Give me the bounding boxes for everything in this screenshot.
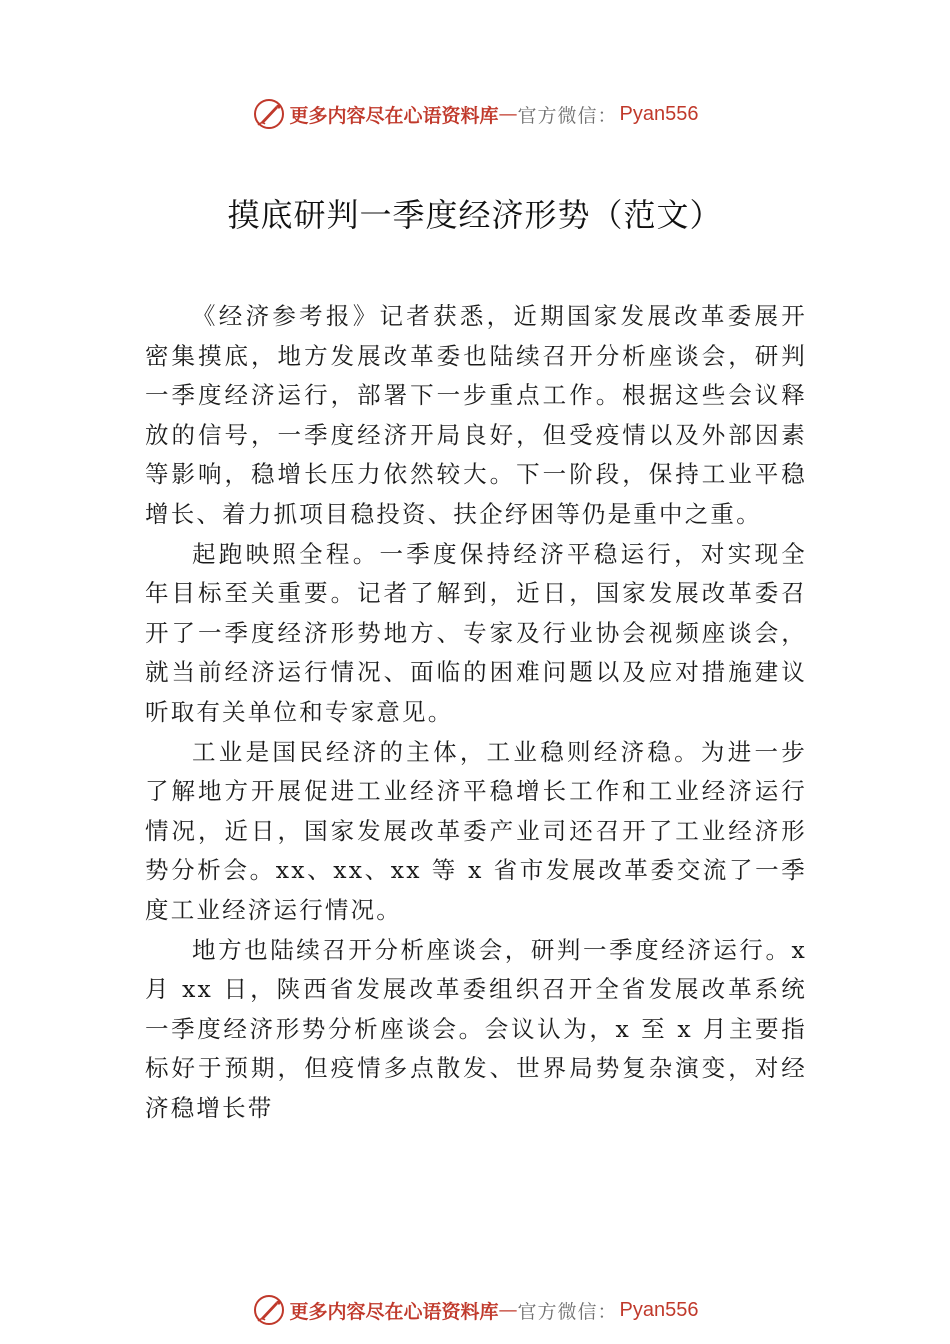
quill-pen-logo-icon xyxy=(252,97,286,131)
paragraph: 起跑映照全程。一季度保持经济平稳运行，对实现全年目标至关重要。记者了解到，近日，国家发展改革委召开了一季度经济形势地方、专家及行业协会视频座谈会，就当前经济运行情况、面临的困难问题以及应对措施建议听取有关单位和专家意见。 xyxy=(145,539,807,726)
watermark-wechat-label: 官方微信： xyxy=(517,1300,618,1323)
watermark-wechat-id: Pyan556 xyxy=(619,1298,699,1321)
document-title: 摸底研判一季度经济形势（范文） xyxy=(227,196,723,234)
watermark-wechat-id: Pyan556 xyxy=(619,102,699,125)
watermark-wechat-label: 官方微信： xyxy=(517,104,618,127)
paragraph: 《经济参考报》记者获悉，近期国家发展改革委展开密集摸底，地方发展改革委也陆续召开分析座谈会，研判一季度经济运行，部署下一步重点工作。根据这些会议释放的信号，一季度经济开局良好，但受疫情以及外部因素等影响，稳增长压力依然较大。下一阶段，保持工业平稳增长、着力抓项目稳投资、扶企纾困等仍是重中之重。 xyxy=(145,302,807,528)
header-watermark xyxy=(0,94,950,134)
document-body xyxy=(145,297,807,1128)
footer-watermark xyxy=(0,1290,950,1330)
paragraph: 工业是国民经济的主体，工业稳则经济稳。为进一步了解地方开展促进工业经济平稳增长工作和工业经济运行情况，近日，国家发展改革委产业司还召开了工业经济形势分析会。xx、xx、xx 等 x 省市发展改革委交流了一季度工业经济运行情况。 xyxy=(145,737,807,924)
watermark-brand-text: 更多内容尽在心语资料库 xyxy=(289,104,499,127)
watermark-dash: — xyxy=(498,103,518,125)
watermark-brand-text: 更多内容尽在心语资料库 xyxy=(289,1300,499,1323)
quill-pen-logo-icon xyxy=(252,1293,286,1327)
watermark-dash: — xyxy=(498,1299,518,1321)
paragraph: 地方也陆续召开分析座谈会，研判一季度经济运行。x 月 xx 日，陕西省发展改革委组织召开全省发展改革系统一季度经济形势分析座谈会。会议认为，x 至 x 月主要指标好于预期，但疫情多点散发、世界局势复杂演变，对经济稳增长带 xyxy=(145,935,807,1122)
